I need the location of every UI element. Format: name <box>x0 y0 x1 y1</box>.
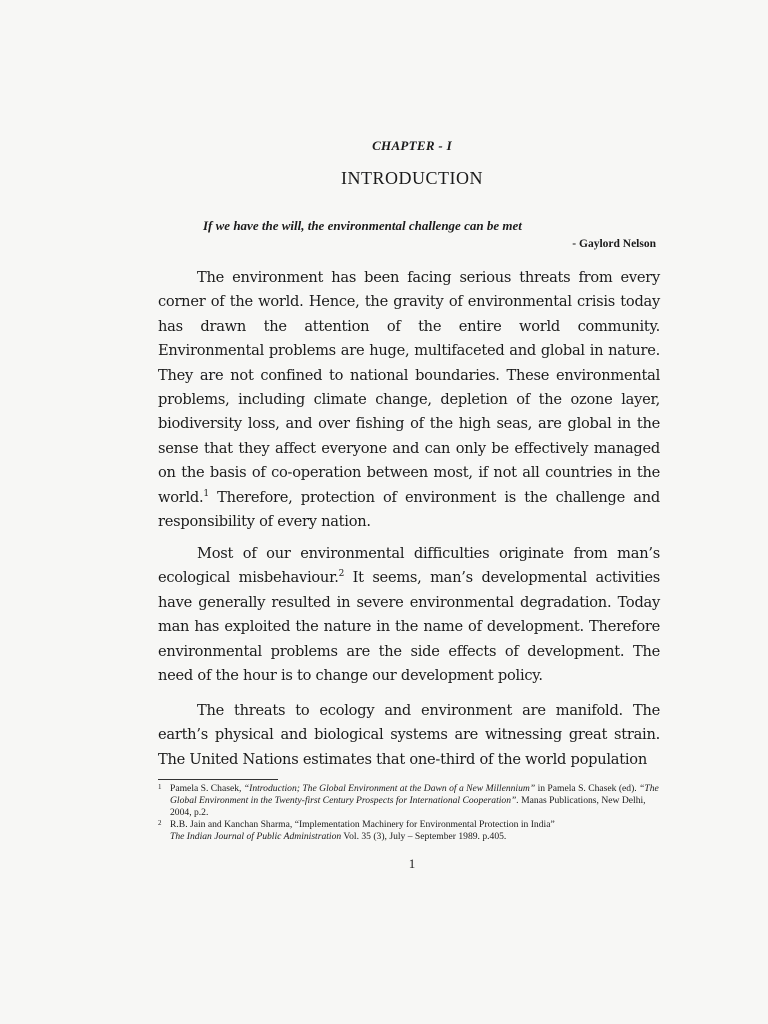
footnote-1 <box>158 783 668 819</box>
paragraph-1-text-b: Therefore, protection of environment is the challenge and responsibility of every nation. <box>158 488 660 531</box>
footnote-2 <box>158 819 668 843</box>
footnote-2-details: Vol. 35 (3), July – September 1989. p.405. <box>341 831 507 842</box>
footnote-1-number: 1 <box>158 783 162 791</box>
paragraph-3 <box>158 699 660 772</box>
footnote-2-journal: The Indian Journal of Public Administration <box>170 831 342 842</box>
paragraph-2-text-b: It seems, man’s developmental activities have generally resulted in severe environmental degradation. Today man has exploited the nature in the name of development. Therefore environmental problems are the side effects of development. The need of the hour is to change our development policy. <box>158 569 661 685</box>
epigraph-author: - Gaylord Nelson <box>572 238 656 250</box>
paragraph-1-text-a: The environment has been facing serious threats from every corner of the world. Hence, the gravity of environmental crisis today has drawn the attention of the entire world community. Environmental problems are huge, multifaceted and global in nature. They are not confined to national boundaries. These environmental problems, including climate change, depletion of the ozone layer, biodiversity loss, and over fishing of the high seas, are global in the sense that they affect everyone and can only be effectively managed on the basis of co-operation between most, if not all countries in the world. <box>158 269 660 506</box>
chapter-label: CHAPTER - I <box>372 138 452 153</box>
footnote-2-text: R.B. Jain and Kanchan Sharma, “Implementation Machinery for Environmental Protection in India” <box>170 819 555 830</box>
paragraph-1 <box>158 266 660 534</box>
paragraph-2 <box>158 542 660 688</box>
footnote-2-number: 2 <box>158 819 162 827</box>
footnotes <box>158 783 668 843</box>
footnote-1-author: Pamela S. Chasek, <box>170 783 244 794</box>
page-number: 1 <box>408 856 416 871</box>
footnote-1-title: “Introduction; The Global Environment at the Dawn of a New Millennium” <box>243 783 536 794</box>
footnote-ref-2: 2 <box>338 569 345 580</box>
paragraph-3-text: The threats to ecology and environment are manifold. The earth’s physical and biological systems are witnessing great strain. The United Nations estimates that one-third of the world population <box>158 702 660 768</box>
footnote-ref-1: 1 <box>203 488 209 499</box>
chapter-title: INTRODUCTION <box>341 168 483 188</box>
footnote-divider <box>158 779 278 780</box>
paragraph-2-text-a: Most of our environmental difficulties originate from man’s ecological misbehaviour. <box>158 545 660 587</box>
epigraph-quote: If we have the will, the environmental challenge can be met <box>203 218 522 233</box>
footnote-1-mid: in Pamela S. Chasek (ed). <box>535 783 640 794</box>
footnote-1-publisher: Manas Publications, New Delhi, 2004, p.2. <box>170 795 646 818</box>
footnote-1-book: “The Global Environment in the Twenty-first Century Prospects for International Cooperation”. <box>170 783 659 806</box>
